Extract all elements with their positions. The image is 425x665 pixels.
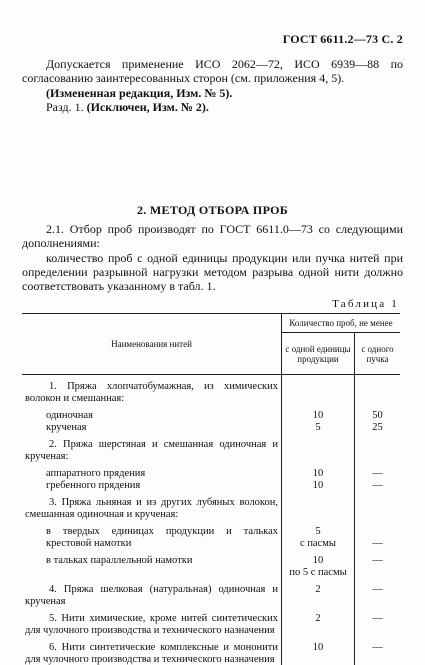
- table-row: [22, 613, 400, 636]
- amendment-note: (Измененная редакция, Изм. № 5).: [46, 86, 233, 100]
- samples-table: [22, 313, 400, 665]
- section-paragraph-1: 2.1. Отбор проб производят по ГОСТ 6611.0—73 со следующими дополнениями:: [22, 222, 403, 250]
- value-unit: 2: [282, 613, 355, 636]
- section-removed-prefix: Разд. 1.: [46, 100, 87, 114]
- row-label: в тальках параллельной намотки: [46, 555, 193, 566]
- value-bundle: —: [355, 526, 401, 549]
- table-row: [22, 480, 400, 492]
- table-row: [22, 555, 400, 578]
- group-title: 2. Пряжа шерстяная и смешанная одиночная и крученая:: [25, 439, 278, 462]
- table-label: Таблица 1: [332, 298, 399, 310]
- value-unit: [282, 526, 355, 549]
- page-header: ГОСТ 6611.2—73 С. 2: [282, 32, 403, 46]
- value-bundle: —: [355, 642, 401, 665]
- row-label: одиночная: [46, 410, 93, 421]
- value-unit: 10: [282, 468, 355, 480]
- table-row: [22, 584, 400, 607]
- value-bundle: —: [355, 584, 401, 607]
- row-label: аппаратного прядения: [46, 468, 146, 479]
- value-unit: 10: [282, 410, 355, 422]
- table-row: [22, 468, 400, 480]
- table-row: [22, 642, 400, 665]
- section-removed-bold: (Исключен, Изм. № 2).: [86, 100, 209, 114]
- value-bundle: 50: [355, 410, 401, 422]
- intro-paragraph: Допускается применение ИСО 2062—72, ИСО 6939—88 по согласованию заинтересованных сторон (см. приложения 4, 5).: [22, 57, 403, 85]
- row-label: 5. Нити химические, кроме нитей синтетических для чулочного производства и технического назначения: [25, 613, 278, 636]
- table-row: [22, 410, 400, 422]
- table-row: [22, 497, 400, 520]
- value-unit-count: 10: [312, 555, 324, 566]
- col-header-bundle: с одного пучка: [355, 333, 401, 375]
- value-unit-count: 5: [315, 526, 321, 537]
- value-bundle: 25: [355, 422, 401, 434]
- row-label: 4. Пряжа шелковая (натуральная) одиночная и крученая: [25, 584, 278, 607]
- value-unit: 2: [282, 584, 355, 607]
- group-title: 3. Пряжа льняная и из других лубяных волокон, смешанная одиночная и крученая:: [25, 497, 278, 520]
- value-unit-note: с пасмы: [300, 537, 336, 549]
- section-paragraph-2: количество проб с одной единицы продукции или пучка нитей при определении разрывной нагрузки методом разрыва одной нити должно соответствовать указанному в табл. 1.: [22, 251, 403, 293]
- table-row: [22, 439, 400, 462]
- value-unit: [282, 555, 355, 578]
- row-label: в твердых единицах продукции и тальках крестовой намотки: [46, 526, 278, 549]
- table-row: [22, 381, 400, 404]
- table-row: [22, 422, 400, 434]
- value-unit: 5: [282, 422, 355, 434]
- value-bundle: —: [355, 468, 401, 480]
- value-bundle: —: [355, 480, 401, 492]
- col-header-group: Количество проб, не менее: [282, 314, 401, 333]
- value-unit: 10: [282, 642, 355, 665]
- col-header-name: Наименования нитей: [22, 314, 282, 375]
- row-label: гребенного прядения: [46, 479, 141, 491]
- value-unit: 10: [282, 480, 355, 492]
- value-bundle: —: [355, 555, 401, 578]
- section-removed-note: [22, 100, 403, 114]
- row-label: крученая: [46, 421, 87, 433]
- row-label: 6. Нити синтетические комплексные и мононити для чулочного производства и технического назначения: [25, 642, 278, 665]
- table-row: [22, 526, 400, 549]
- value-bundle: —: [355, 613, 401, 636]
- value-unit-note: по 5 с пасмы: [289, 566, 347, 578]
- group-title: 1. Пряжа хлопчатобумажная, из химических волокон и смешанная:: [25, 381, 278, 404]
- col-header-unit: с одной единицы продукции: [282, 333, 355, 375]
- section-heading: 2. МЕТОД ОТБОРА ПРОБ: [136, 203, 288, 217]
